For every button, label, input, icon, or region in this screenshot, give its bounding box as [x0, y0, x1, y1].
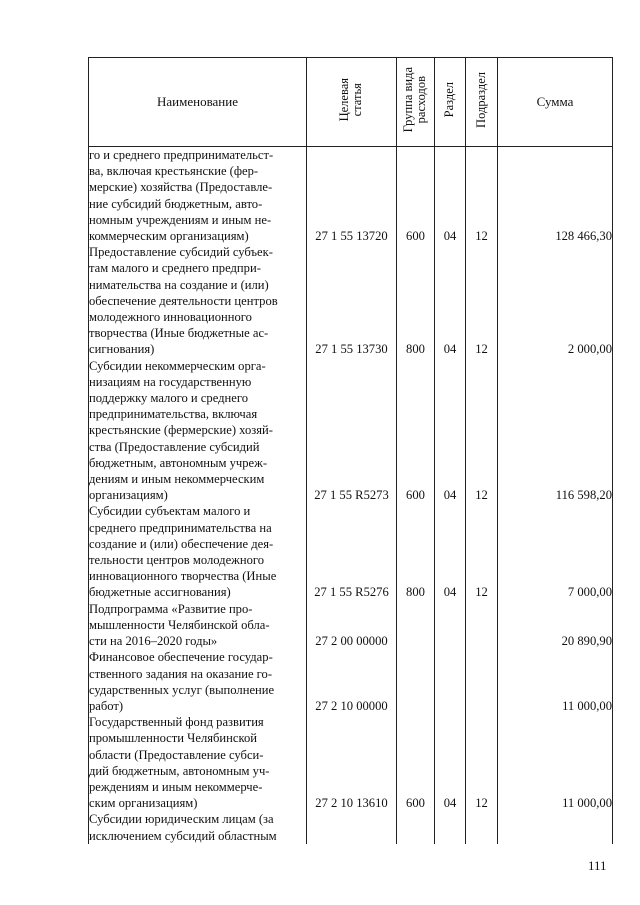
row-target-article: 27 1 55 13720 — [307, 147, 397, 245]
row-subsection — [466, 601, 498, 650]
budget-table — [88, 57, 613, 844]
row-target-article: 27 1 55 13730 — [307, 244, 397, 357]
row-section — [435, 649, 466, 714]
table-row — [89, 147, 613, 245]
row-expense-group: 600 — [397, 714, 435, 811]
row-target-article: 27 1 55 R5273 — [307, 358, 397, 504]
row-section: 04 — [435, 503, 466, 600]
row-subsection — [466, 649, 498, 714]
row-expense-group: 600 — [397, 147, 435, 245]
table-row — [89, 244, 613, 357]
row-amount: 11 000,00 — [498, 714, 613, 811]
row-section — [435, 811, 466, 843]
row-subsection: 12 — [466, 714, 498, 811]
row-name: Финансовое обеспечение государ- ственного задания на оказание го- сударственных услуг (выполнение работ) — [89, 649, 307, 714]
header-subsection: Подраздел — [466, 58, 498, 147]
row-amount: 7 000,00 — [498, 503, 613, 600]
row-amount: 116 598,20 — [498, 358, 613, 504]
row-subsection: 12 — [466, 358, 498, 504]
row-subsection: 12 — [466, 147, 498, 245]
table-header-row — [89, 58, 613, 147]
header-name: Наименование — [89, 58, 307, 147]
row-amount: 20 890,90 — [498, 601, 613, 650]
row-section: 04 — [435, 147, 466, 245]
row-section — [435, 601, 466, 650]
table-row — [89, 503, 613, 600]
row-amount: 11 000,00 — [498, 649, 613, 714]
row-target-article: 27 2 10 00000 — [307, 649, 397, 714]
row-expense-group: 600 — [397, 358, 435, 504]
row-section: 04 — [435, 714, 466, 811]
table-row — [89, 714, 613, 811]
table-row — [89, 649, 613, 714]
row-expense-group: 800 — [397, 503, 435, 600]
row-expense-group — [397, 811, 435, 843]
row-subsection: 12 — [466, 244, 498, 357]
row-expense-group — [397, 649, 435, 714]
row-amount: 128 466,30 — [498, 147, 613, 245]
row-subsection: 12 — [466, 503, 498, 600]
header-section: Раздел — [435, 58, 466, 147]
row-section: 04 — [435, 358, 466, 504]
row-section: 04 — [435, 244, 466, 357]
row-subsection — [466, 811, 498, 843]
row-name: Предоставление субсидий субъек- там малого и среднего предпри- нимательства на создание и (или) обеспечение деятельности центров молодежного инновационного творчества (Иные бюджетные ас- сигнования) — [89, 244, 307, 357]
row-name: Субсидии субъектам малого и среднего предпринимательства на создание и (или) обеспечение дея- тельности центров молодежного инновационного творчества (Иные бюджетные ассигнования) — [89, 503, 307, 600]
table-row — [89, 358, 613, 504]
row-name: Подпрограмма «Развитие про- мышленности Челябинской обла- сти на 2016–2020 годы» — [89, 601, 307, 650]
row-name: Субсидии юридическим лицам (за исключением субсидий областным — [89, 811, 307, 843]
header-expense-group: Группа вида расходов — [397, 58, 435, 147]
row-target-article: 27 2 00 00000 — [307, 601, 397, 650]
header-amount: Сумма — [498, 58, 613, 147]
header-target-article: Целевая статья — [307, 58, 397, 147]
row-name: Государственный фонд развития промышленности Челябинской области (Предоставление субси- дий бюджетным, автономным уч- реждениям и иным некоммерче- ским организациям) — [89, 714, 307, 811]
table-row — [89, 601, 613, 650]
table-row — [89, 811, 613, 843]
row-amount — [498, 811, 613, 843]
page-number: 111 — [588, 858, 607, 873]
row-amount: 2 000,00 — [498, 244, 613, 357]
row-name: Субсидии некоммерческим орга- низациям на государственную поддержку малого и среднего предпринимательства, включая крестьянские (фермерские) хозяй- ства (Предоставление субсидий бюджетным, автономным учреж- дениям и иным некоммерческим организациям) — [89, 358, 307, 504]
row-target-article: 27 1 55 R5276 — [307, 503, 397, 600]
row-target-article — [307, 811, 397, 843]
row-target-article: 27 2 10 13610 — [307, 714, 397, 811]
row-expense-group: 800 — [397, 244, 435, 357]
row-name: го и среднего предпринимательст- ва, включая крестьянские (фер- мерские) хозяйства (Предоставле- ние субсидий бюджетным, авто- номным учреждениям и иным не- коммерческим организациям) — [89, 147, 307, 245]
row-expense-group — [397, 601, 435, 650]
